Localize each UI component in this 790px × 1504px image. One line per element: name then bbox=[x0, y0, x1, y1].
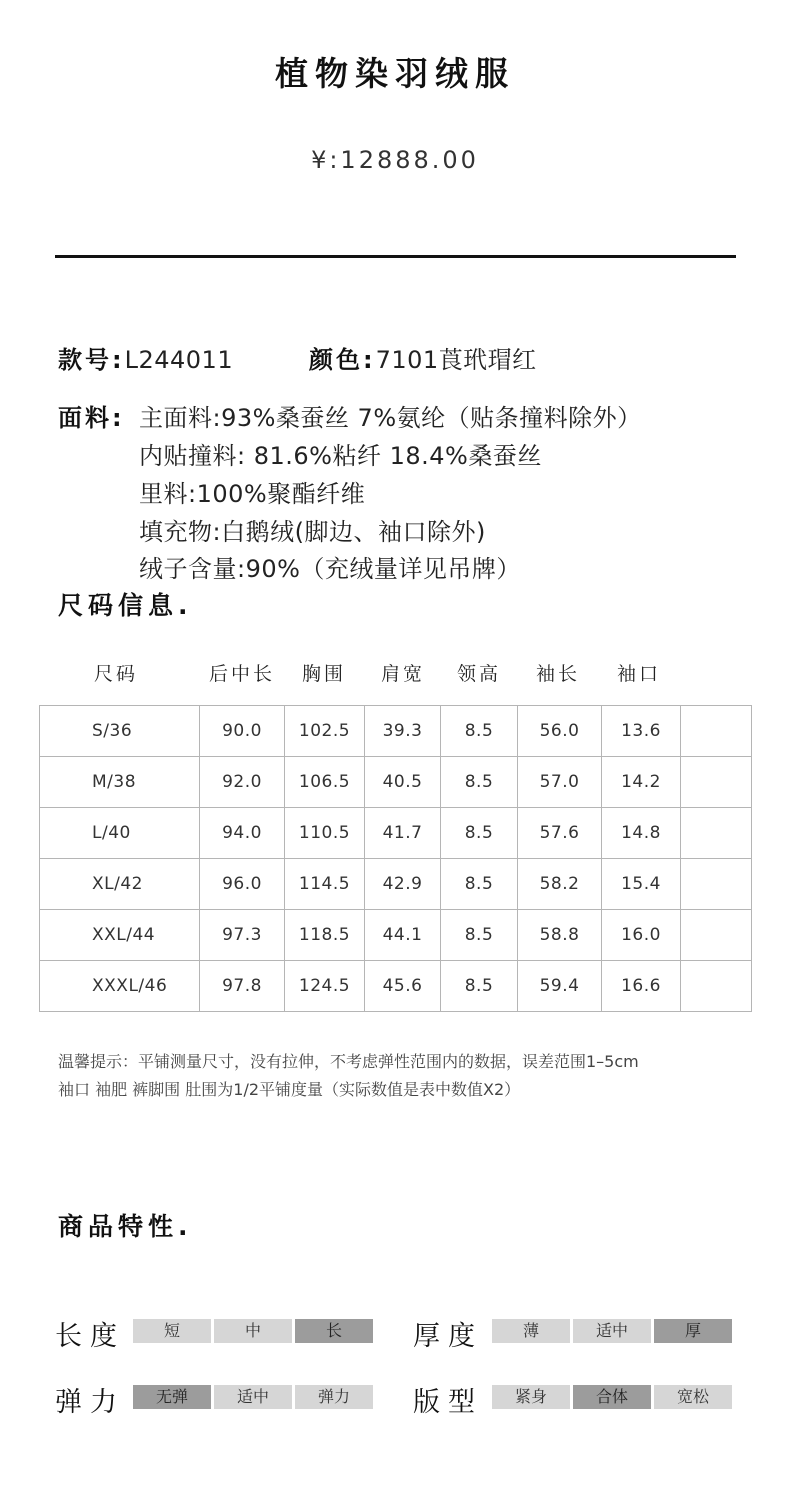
cell-back-length: 94.0 bbox=[200, 808, 285, 859]
cell-cuff: 14.8 bbox=[602, 808, 681, 859]
color-row bbox=[309, 340, 537, 375]
cell-empty bbox=[681, 859, 752, 910]
cell-collar-height: 8.5 bbox=[441, 910, 518, 961]
cell-size: M/38 bbox=[40, 757, 200, 808]
features-section-title: 商品特性. bbox=[58, 1212, 193, 1241]
cell-collar-height: 8.5 bbox=[441, 961, 518, 1012]
fabric-main-line: 主面料:93%桑蚕丝 7%氨纶（贴条撞料除外） bbox=[139, 404, 642, 432]
cell-chest: 106.5 bbox=[285, 757, 365, 808]
thickness-option-medium: 适中 bbox=[573, 1319, 651, 1343]
feature-label-thickness: 厚度 bbox=[413, 1321, 483, 1352]
size-table bbox=[39, 705, 752, 1012]
table-row bbox=[40, 961, 752, 1012]
lining-line: 里料:100%聚酯纤维 bbox=[139, 480, 366, 508]
divider-rule bbox=[55, 255, 736, 258]
length-option-long: 长 bbox=[295, 1319, 373, 1343]
cell-back-length: 97.3 bbox=[200, 910, 285, 961]
cell-shoulder: 44.1 bbox=[365, 910, 441, 961]
header-sleeve-length: 袖长 bbox=[536, 663, 581, 685]
header-collar-height: 领高 bbox=[457, 663, 502, 685]
measure-note: 袖口 袖肥 裤脚围 肚围为1/2平铺度量（实际数值是表中数值X2） bbox=[58, 1080, 521, 1099]
feature-label-fit: 版型 bbox=[413, 1387, 483, 1418]
cell-cuff: 16.6 bbox=[602, 961, 681, 1012]
table-row bbox=[40, 910, 752, 961]
size-table-header bbox=[0, 659, 790, 685]
cell-empty bbox=[681, 808, 752, 859]
header-chest: 胸围 bbox=[302, 663, 347, 685]
cell-chest: 102.5 bbox=[285, 706, 365, 757]
color-label: 颜色: bbox=[309, 346, 376, 374]
filling-line: 填充物:白鹅绒(脚边、袖口除外) bbox=[139, 518, 486, 546]
cell-size: S/36 bbox=[40, 706, 200, 757]
cell-chest: 118.5 bbox=[285, 910, 365, 961]
product-price: ¥:12888.00 bbox=[311, 146, 479, 174]
elasticity-option-medium: 适中 bbox=[214, 1385, 292, 1409]
cell-sleeve-length: 56.0 bbox=[518, 706, 602, 757]
cell-empty bbox=[681, 706, 752, 757]
feature-scale-fit bbox=[492, 1385, 732, 1409]
fabric-row bbox=[58, 398, 125, 433]
elasticity-option-none: 无弹 bbox=[133, 1385, 211, 1409]
cell-shoulder: 41.7 bbox=[365, 808, 441, 859]
cell-cuff: 13.6 bbox=[602, 706, 681, 757]
table-row bbox=[40, 757, 752, 808]
cell-collar-height: 8.5 bbox=[441, 706, 518, 757]
thickness-option-thick: 厚 bbox=[654, 1319, 732, 1343]
product-title: 植物染羽绒服 bbox=[275, 54, 515, 93]
size-section-title: 尺码信息. bbox=[58, 591, 193, 620]
cell-back-length: 90.0 bbox=[200, 706, 285, 757]
table-row bbox=[40, 706, 752, 757]
cell-chest: 114.5 bbox=[285, 859, 365, 910]
cell-shoulder: 40.5 bbox=[365, 757, 441, 808]
cell-shoulder: 45.6 bbox=[365, 961, 441, 1012]
cell-sleeve-length: 58.8 bbox=[518, 910, 602, 961]
fabric-label: 面料: bbox=[58, 404, 125, 432]
cell-sleeve-length: 59.4 bbox=[518, 961, 602, 1012]
feature-scale-elasticity bbox=[133, 1385, 373, 1409]
header-back-length: 后中长 bbox=[209, 663, 276, 685]
cell-empty bbox=[681, 910, 752, 961]
cell-size: XXL/44 bbox=[40, 910, 200, 961]
style-number-label: 款号: bbox=[58, 346, 125, 374]
fit-option-loose: 宽松 bbox=[654, 1385, 732, 1409]
cell-size: XL/42 bbox=[40, 859, 200, 910]
header-cuff: 袖口 bbox=[617, 663, 662, 685]
table-row bbox=[40, 859, 752, 910]
cell-chest: 124.5 bbox=[285, 961, 365, 1012]
cell-sleeve-length: 57.6 bbox=[518, 808, 602, 859]
fit-option-slim: 紧身 bbox=[492, 1385, 570, 1409]
length-option-short: 短 bbox=[133, 1319, 211, 1343]
measure-tip: 温馨提示：平铺测量尺寸，没有拉伸，不考虑弹性范围内的数据，误差范围1–5cm bbox=[58, 1052, 639, 1071]
thickness-option-thin: 薄 bbox=[492, 1319, 570, 1343]
cell-collar-height: 8.5 bbox=[441, 808, 518, 859]
cell-collar-height: 8.5 bbox=[441, 757, 518, 808]
cell-chest: 110.5 bbox=[285, 808, 365, 859]
cell-cuff: 15.4 bbox=[602, 859, 681, 910]
table-row bbox=[40, 808, 752, 859]
feature-scale-thickness bbox=[492, 1319, 732, 1343]
down-content-line: 绒子含量:90%（充绒量详见吊牌） bbox=[139, 555, 521, 583]
feature-scale-length bbox=[133, 1319, 373, 1343]
cell-shoulder: 39.3 bbox=[365, 706, 441, 757]
cell-size: L/40 bbox=[40, 808, 200, 859]
cell-empty bbox=[681, 961, 752, 1012]
fabric-contrast-line: 内贴撞料: 81.6%粘纤 18.4%桑蚕丝 bbox=[139, 442, 542, 470]
header-size: 尺码 bbox=[94, 663, 139, 685]
cell-collar-height: 8.5 bbox=[441, 859, 518, 910]
header-shoulder: 肩宽 bbox=[381, 663, 426, 685]
cell-back-length: 96.0 bbox=[200, 859, 285, 910]
fit-option-regular: 合体 bbox=[573, 1385, 651, 1409]
cell-size: XXXL/46 bbox=[40, 961, 200, 1012]
feature-label-length: 长度 bbox=[55, 1321, 125, 1352]
cell-shoulder: 42.9 bbox=[365, 859, 441, 910]
length-option-medium: 中 bbox=[214, 1319, 292, 1343]
cell-cuff: 14.2 bbox=[602, 757, 681, 808]
cell-sleeve-length: 58.2 bbox=[518, 859, 602, 910]
color-value: 7101莨玳瑁红 bbox=[375, 346, 537, 374]
style-number-row bbox=[58, 340, 233, 375]
cell-empty bbox=[681, 757, 752, 808]
elasticity-option-stretch: 弹力 bbox=[295, 1385, 373, 1409]
cell-cuff: 16.0 bbox=[602, 910, 681, 961]
feature-label-elasticity: 弹力 bbox=[55, 1387, 125, 1418]
cell-back-length: 97.8 bbox=[200, 961, 285, 1012]
style-number-value: L244011 bbox=[124, 346, 234, 374]
cell-sleeve-length: 57.0 bbox=[518, 757, 602, 808]
cell-back-length: 92.0 bbox=[200, 757, 285, 808]
